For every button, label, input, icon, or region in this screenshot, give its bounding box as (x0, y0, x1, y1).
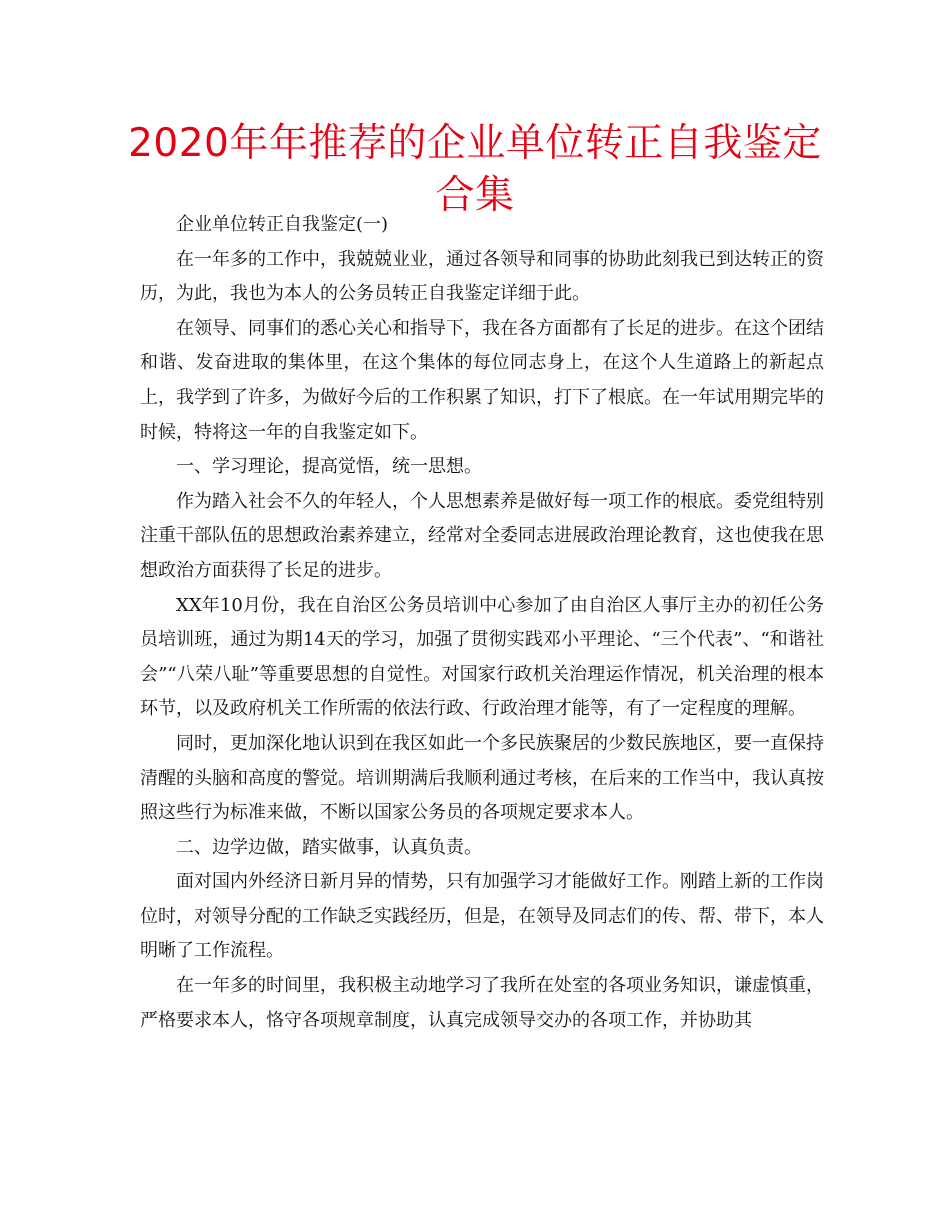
document-body (140, 208, 824, 1038)
paragraph: 同时，更加深化地认识到在我区如此一个多民族聚居的少数民族地区，要一直保持清醒的头脑和高度的警觉。培训期满后我顺利通过考核，在后来的工作当中，我认真按照这些行为标准来做，不断以国家公务员的各项规定要求本人。 (140, 732, 824, 824)
paragraph: 作为踏入社会不久的年轻人，个人思想素养是做好每一项工作的根底。委党组特别注重干部队伍的思想政治素养建立，经常对全委同志进展政治理论教育，这也使我在思想政治方面获得了长足的进步。 (140, 490, 824, 581)
paragraph: 在一年多的工作中，我兢兢业业，通过各领导和同事的协助此刻我已到达转正的资历，为此，我也为本人的公务员转正自我鉴定详细于此。 (140, 248, 824, 305)
section-heading: 二、边学边做，踏实做事，认真负责。 (176, 836, 482, 858)
paragraph: XX年10月份，我在自治区公务员培训中心参加了由自治区人事厅主办的初任公务员培训班，通过为期14天的学习，加强了贯彻实践邓小平理论、“三个代表”、“和谐社会”“八荣八耻”等重要思想的自觉性。对国家行政机关治理运作情况，机关治理的根本环节，以及政府机关工作所需的依法行政、行政治理才能等，有了一定程度的理解。 (140, 594, 824, 720)
section-heading: 企业单位转正自我鉴定(一) (176, 214, 389, 235)
paragraph: 在领导、同事们的悉心关心和指导下，我在各方面都有了长足的进步。在这个团结和谐、发奋进取的集体里，在这个集体的每位同志身上，在这个人生道路上的新起点上，我学到了许多，为做好今后的工作积累了知识，打下了根底。在一年试用期完毕的时候，特将这一年的自我鉴定如下。 (140, 317, 824, 443)
document-title: 2020年年推荐的企业单位转正自我鉴定合集 (128, 121, 822, 218)
paragraph: 在一年多的时间里，我积极主动地学习了我所在处室的各项业务知识，谦虚慎重，严格要求本人，恪守各项规章制度，认真完成领导交办的各项工作，并协助其 (140, 975, 824, 1031)
paragraph: 面对国内外经济日新月异的情势，只有加强学习才能做好工作。刚踏上新的工作岗位时，对领导分配的工作缺乏实践经历，但是，在领导及同志们的传、帮、带下，本人明晰了工作流程。 (140, 871, 824, 962)
section-heading: 一、学习理论，提高觉悟，统一思想。 (176, 456, 482, 478)
